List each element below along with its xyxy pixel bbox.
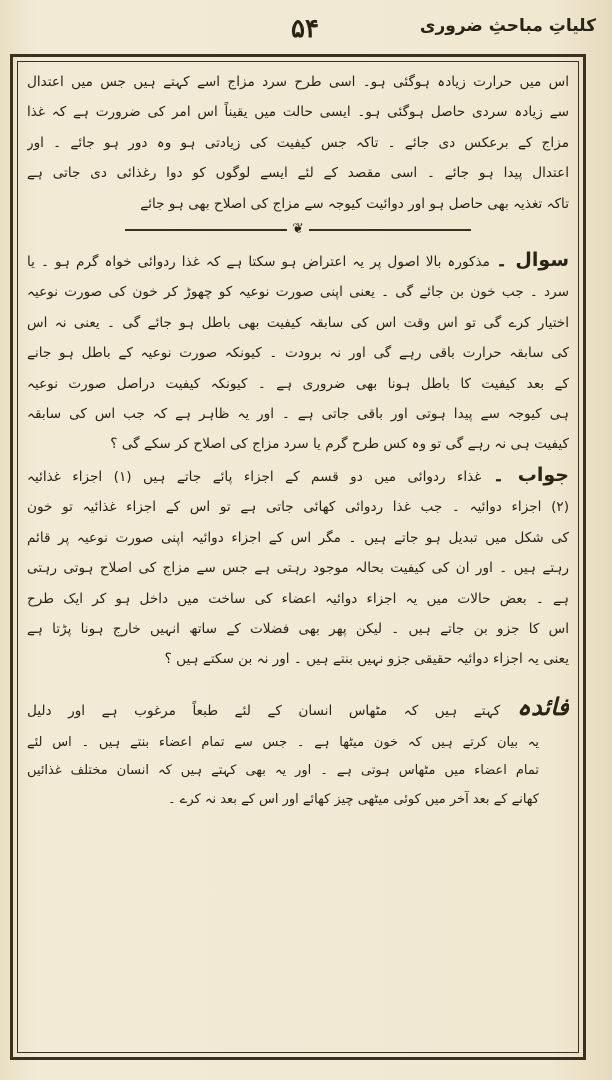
text-line: کے بعد کیفیت کا باطل ہونا بھی ضروری ہے ۔ کیونکہ کیفیت دراصل صورت نوعیہ	[27, 375, 569, 392]
answer-heading: جواب ۔	[492, 463, 569, 486]
text-line: اعتدال پیدا ہو جائے ۔ اسی مقصد کے لئے ایسے لوگوں کو دوا رغذائی دی جاتی ہے	[27, 165, 569, 182]
paragraph-intro	[27, 67, 569, 219]
answer-section	[27, 460, 569, 675]
text-line: (۲) اجزاء دوائیہ ۔ جب غذا ردوائی کھائی جاتی ہے تو اس کے اجزاء غذائیہ تو خون	[27, 499, 569, 516]
text-line	[27, 245, 569, 277]
text-frame	[10, 54, 586, 1060]
page-header	[14, 10, 596, 50]
text-line: سے زیادہ سردی حاصل ہوگئی ہو۔ ایسی حالت میں یقیناً اس امر کی ضرورت ہے کہ غذا	[27, 104, 569, 121]
fayda-heading: فائدہ	[516, 692, 569, 721]
text-line: کھانے کے بعد آخر میں کوئی میٹھی چیز کھائے اور اس کے بعد نہ کرے ۔	[168, 791, 539, 807]
text-line	[27, 689, 569, 729]
question-heading: سوال ۔	[495, 249, 569, 272]
fayda-section	[27, 689, 569, 815]
text-line: یعنی یہ اجزاء دوائیہ حقیقی جزو نہیں بنتے ہیں ۔ اور نہ بن سکتے ہیں ؟	[164, 651, 569, 668]
text-line: ہے ۔ بعض حالات میں یہ اجزاء دوائیہ اعضاء کی ساخت میں داخل ہو کر ایک طرح	[27, 590, 569, 607]
text-line: اختیار کرے گی تو اس وقت اس کی سابقہ کیفیت بھی باطل ہو جائے گی ۔ یعنی نہ اس	[27, 314, 569, 331]
text-line: ہی کیوجہ سے پیدا ہوتی اور باقی جاتی ہے ۔ اور یہ ظاہر ہے کہ جب اس کی سابقہ	[27, 406, 569, 423]
page-number: ۵۴	[291, 14, 319, 44]
text-line: تاکہ تغذیہ بھی حاصل ہو اور دوائیت کیوجہ سے مزاج کی اصلاح بھی ہو جائے	[140, 195, 569, 212]
question-first-line: مذکورہ بالا اصول پر یہ اعتراض ہو سکتا ہے کہ غذا ردوائی خواہ گرم ہو ۔ یا	[27, 254, 490, 271]
fayda-first-line: کہتے ہیں کہ مٹھاس انسان کے لئے طبعاً مرغوب ہے اور دلیل	[27, 702, 501, 719]
text-line: کی سابقہ حرارت باقی رہے گی اور نہ برودت ۔ کیونکہ صورت نوعیہ کے باطل ہو جانے	[27, 345, 569, 362]
text-line: اس کا جزو بن جاتے ہیں ۔ لیکن پھر بھی فضلات کے ساتھ انہیں خارج ہونا پڑتا ہے	[27, 620, 569, 637]
text-line: رہتے ہیں ۔ اور ان کی کیفیت بحالہ موجود رہتی ہے جس سے مزاج کی اصلاح ہوتی رہتی	[27, 560, 569, 577]
text-line: کیفیت ہی نہ رہے گی تو وہ کس طرح گرم یا سرد مزاج کی اصلاح کر سکے گی ؟	[110, 436, 569, 453]
question-section	[27, 245, 569, 460]
text-line: مزاج کے برعکس دی جائے ۔ تاکہ جس کیفیت کی زیادتی ہو وہ دور ہو جائے ۔ اور	[27, 134, 569, 151]
ornamental-divider	[125, 221, 472, 239]
text-line	[27, 460, 569, 492]
running-head: کلیاتِ مباحثِ ضروری	[419, 16, 596, 36]
text-line: اس میں حرارت زیادہ ہوگئی ہو۔ اسی طرح سرد مزاج اسے کہتے ہیں جس میں اعتدال	[27, 74, 569, 90]
text-line: کی شکل میں تبدیل ہو جاتے ہیں ۔ مگر اس کے اجزاء دوائیہ اپنی صورت نوعیہ پر قائم	[27, 529, 569, 546]
answer-first-line: غذاء ردوائی میں دو قسم کے اجزاء پائے جاتے ہیں (۱) اجزاء غذائیہ	[27, 468, 482, 485]
section-spacer	[27, 675, 569, 689]
text-line: تمام اعضاء میں مٹھاس ہوتی ہے ۔ اور یہ بھی کہتے ہیں کہ انسان مختلف غذائیں	[27, 763, 539, 779]
text-line: سرد ۔ جب خون بن جائے گی ۔ یعنی اپنی صورت نوعیہ کو چھوڑ کر خون کی صورت نوعیہ	[27, 284, 569, 301]
page-body	[27, 67, 569, 1049]
text-line: یہ بیان کرتے ہیں کہ خون میٹھا ہے ۔ جس سے تمام اعضاء بنتے ہیں ۔ اس لئے	[27, 734, 539, 750]
fleuron-icon: ❦	[287, 222, 309, 236]
